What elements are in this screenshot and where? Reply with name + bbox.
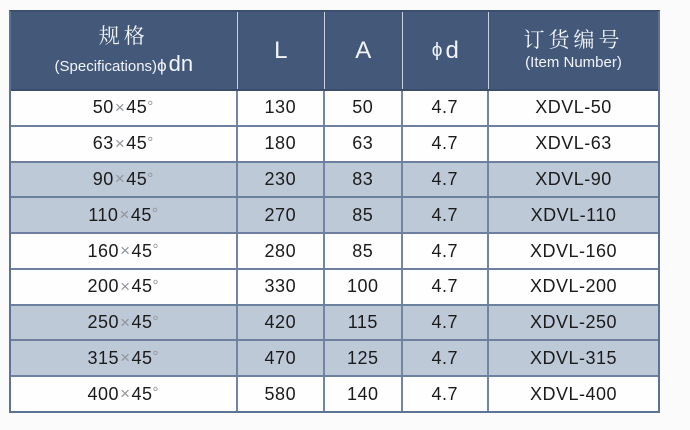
item-number-cell: XDVL-110 [530,204,617,225]
item-number-cell: XDVL-400 [529,383,618,404]
header-item-number-cn: 订货编号 [523,29,624,52]
phi-d-cell: 4.7 [403,270,489,304]
spec-size: 160 [87,240,120,261]
L-cell: 180 [238,127,325,161]
spec-size: 250 [87,312,120,333]
header-item-number-en: (Item Number) [525,54,622,72]
A-cell: 85 [325,198,403,232]
spec-cell [11,377,238,411]
spec-angle: 45 [126,97,148,118]
spec-angle: 45 [126,133,148,154]
L-cell: 270 [238,198,325,232]
L-cell: 330 [238,270,325,304]
table-row [11,163,658,199]
times-symbol: × [120,384,131,404]
phi-d-cell: 4.7 [403,234,489,268]
spec-angle: 45 [131,276,153,297]
header-A: A [325,12,403,89]
spec-angle: 45 [131,383,153,404]
L-cell: 580 [238,377,325,411]
degree-symbol: ° [152,276,160,294]
header-phi-d [403,12,489,89]
degree-symbol: ° [152,241,160,259]
phi-d-cell: 4.7 [403,163,489,197]
spec-size: 315 [87,347,120,368]
spec-size: 63 [92,133,114,154]
times-symbol: × [120,348,131,368]
times-symbol: × [114,169,126,189]
A-cell: 115 [325,306,403,340]
A-cell: 125 [325,341,403,375]
spec-size: 110 [88,204,119,225]
header-item-number [489,12,658,89]
phi-symbol: ϕ [157,55,167,75]
L-cell: 420 [238,306,325,340]
phi-d-cell: 4.7 [403,306,489,340]
times-symbol: × [120,241,131,261]
header-dn-label: dn [168,50,194,76]
header-specifications [11,12,238,89]
item-number-cell: XDVL-200 [529,276,618,297]
spec-size: 200 [87,276,120,297]
spec-angle: 45 [131,312,153,333]
times-symbol: × [114,133,126,153]
spec-size: 50 [92,97,114,118]
specifications-table [9,10,660,413]
A-cell: 85 [325,234,403,268]
header-specifications-en [55,50,194,78]
table-row [11,341,658,377]
phi-d-cell: 4.7 [403,91,489,125]
spec-angle: 45 [130,204,152,225]
header-specifications-paren: (Specifications) [54,57,158,75]
degree-symbol: ° [152,384,160,402]
phi-symbol: ϕ [431,39,443,61]
phi-d-cell: 4.7 [403,377,489,411]
A-cell: 50 [325,91,403,125]
item-number-cell: XDVL-63 [535,133,612,154]
A-cell: 83 [325,163,403,197]
phi-d-cell: 4.7 [403,341,489,375]
degree-symbol: ° [151,205,159,223]
spec-cell [11,198,238,232]
times-symbol: × [120,276,131,296]
item-number-cell: XDVL-160 [529,240,618,261]
table-row [11,91,658,127]
item-number-cell: XDVL-315 [529,347,618,368]
spec-size: 90 [92,168,114,189]
item-number-cell: XDVL-90 [535,168,612,189]
table-row [11,198,658,234]
phi-d-cell: 4.7 [403,198,489,232]
spec-cell [11,270,238,304]
spec-cell [11,91,238,125]
spec-size: 400 [87,383,120,404]
times-symbol: × [119,205,130,225]
spec-cell [11,341,238,375]
degree-symbol: ° [152,312,160,330]
L-cell: 470 [238,341,325,375]
table-row [11,270,658,306]
header-specifications-cn: 规格 [98,24,149,48]
A-cell: 100 [325,270,403,304]
A-cell: 140 [325,377,403,411]
spec-cell [11,163,238,197]
spec-angle: 45 [126,168,148,189]
table-row [11,127,658,163]
times-symbol: × [120,312,131,332]
L-cell: 230 [238,163,325,197]
item-number-cell: XDVL-50 [535,97,612,118]
phi-d-cell: 4.7 [403,127,489,161]
table-header-row [11,12,658,91]
A-cell: 63 [325,127,403,161]
L-cell: 280 [238,234,325,268]
header-L: L [238,12,325,89]
degree-symbol: ° [152,348,160,366]
table-row [11,377,658,411]
degree-symbol: ° [147,98,154,115]
L-cell: 130 [238,91,325,125]
table-row [11,306,658,342]
table-row [11,234,658,270]
times-symbol: × [114,97,126,117]
header-d-label: d [445,36,459,64]
spec-cell [11,234,238,268]
spec-cell [11,306,238,340]
spec-angle: 45 [131,347,153,368]
spec-angle: 45 [131,240,153,261]
item-number-cell: XDVL-250 [529,312,618,333]
table-body [11,91,658,411]
spec-cell [11,127,238,161]
degree-symbol: ° [147,133,154,151]
degree-symbol: ° [147,169,154,187]
